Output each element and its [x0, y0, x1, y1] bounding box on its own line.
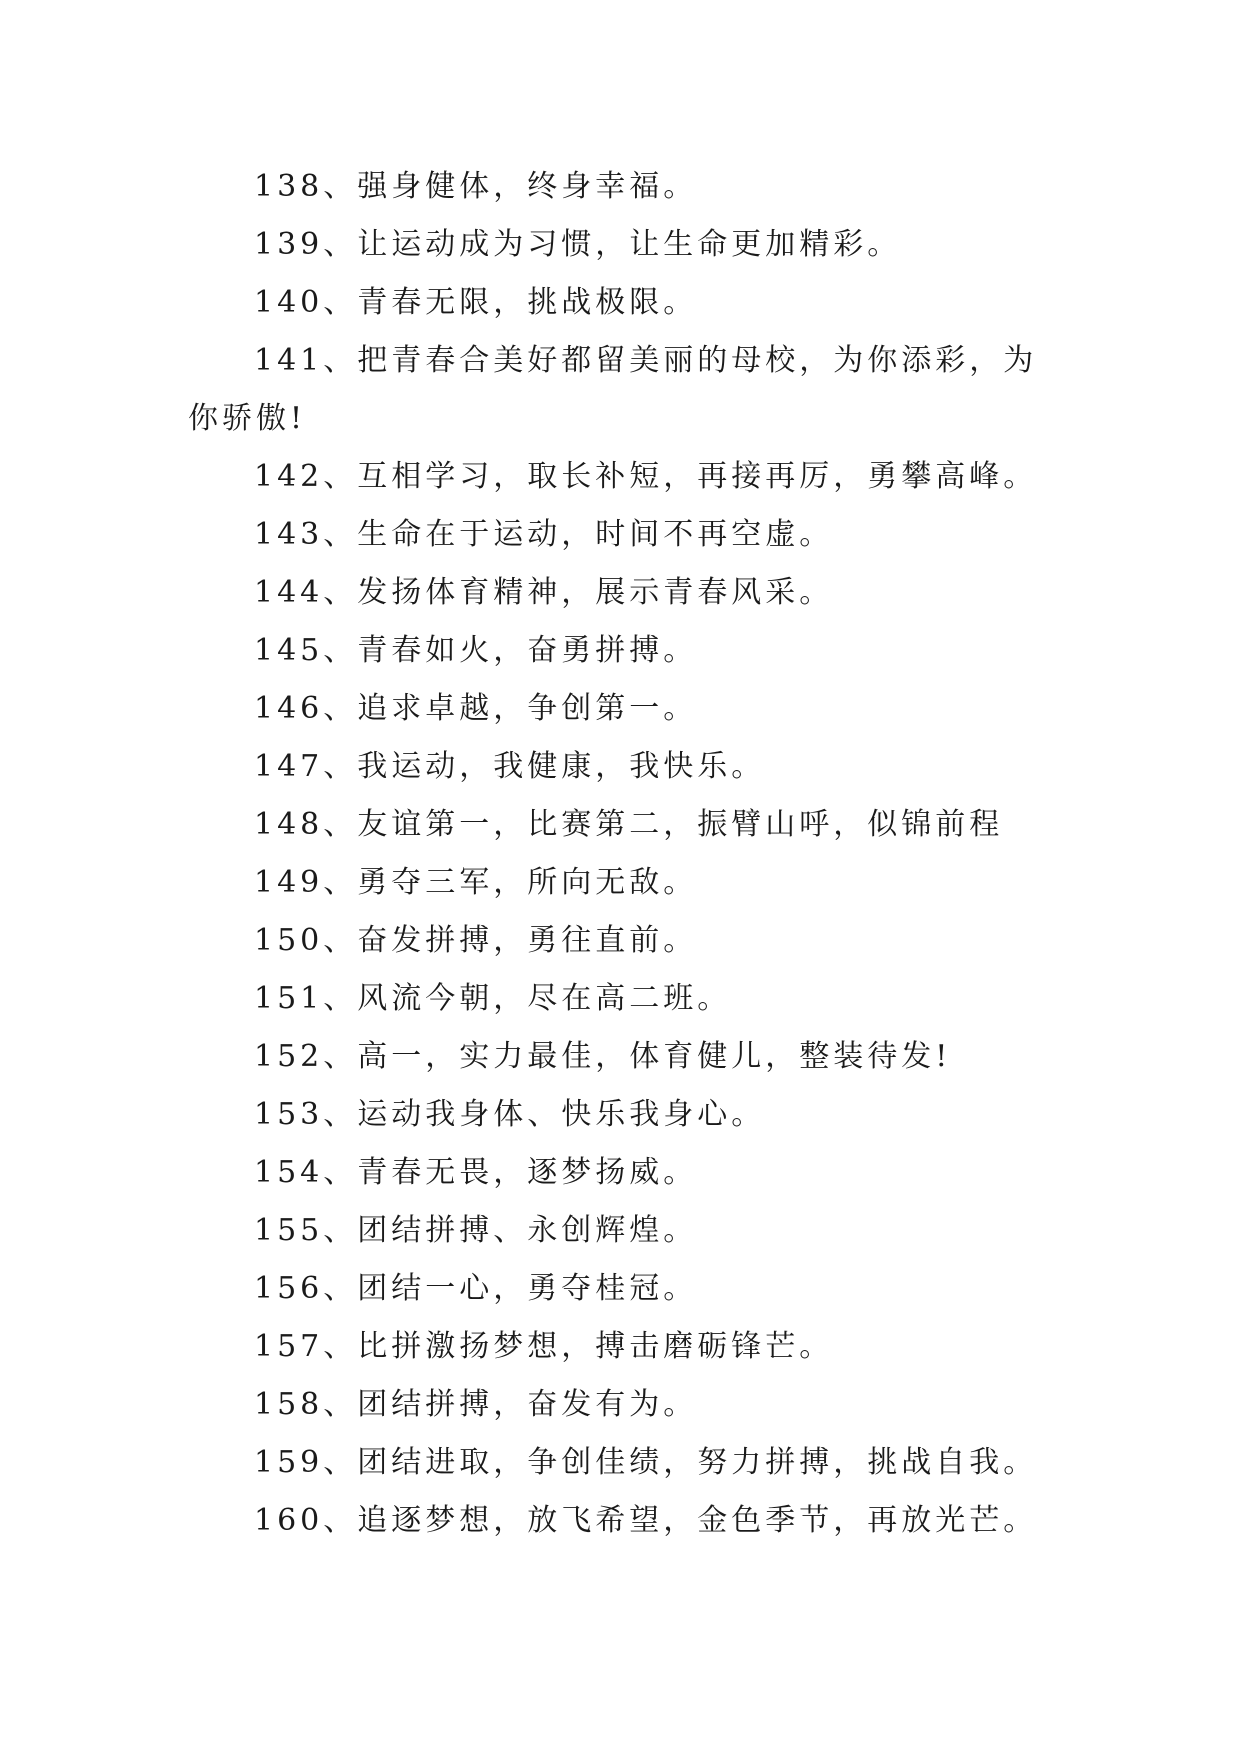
slogan-item: 152、高一，实力最佳，体育健儿，整装待发!	[254, 1039, 952, 1074]
slogan-item: 160、追逐梦想，放飞希望，金色季节，再放光芒。	[254, 1503, 1038, 1538]
slogan-item: 158、团结拼搏，奋发有为。	[254, 1387, 698, 1422]
slogan-item: 147、我运动，我健康，我快乐。	[254, 749, 766, 784]
slogan-item: 146、追求卓越，争创第一。	[254, 691, 698, 726]
slogan-item: 153、运动我身体、快乐我身心。	[254, 1097, 766, 1132]
slogan-item: 139、让运动成为习惯，让生命更加精彩。	[254, 227, 902, 262]
slogan-item: 140、青春无限，挑战极限。	[254, 285, 698, 320]
slogan-item: 159、团结进取，争创佳绩，努力拼搏，挑战自我。	[254, 1445, 1038, 1480]
slogan-list	[188, 158, 1048, 1550]
slogan-item: 143、生命在于运动，时间不再空虚。	[254, 517, 834, 552]
slogan-item: 141、把青春合美好都留美丽的母校，为你添彩，为你骄傲!	[188, 343, 1038, 436]
slogan-item: 144、发扬体育精神，展示青春风采。	[254, 575, 834, 610]
slogan-item: 142、互相学习，取长补短，再接再厉，勇攀高峰。	[254, 459, 1038, 494]
slogan-item: 149、勇夺三军，所向无敌。	[254, 865, 698, 900]
slogan-item: 151、风流今朝，尽在高二班。	[254, 981, 732, 1016]
slogan-item: 138、强身健体，终身幸福。	[254, 169, 698, 204]
slogan-item: 148、友谊第一，比赛第二，振臂山呼，似锦前程	[254, 807, 1004, 842]
slogan-item: 157、比拼激扬梦想，搏击磨砺锋芒。	[254, 1329, 834, 1364]
slogan-item: 156、团结一心，勇夺桂冠。	[254, 1271, 698, 1306]
slogan-item: 155、团结拼搏、永创辉煌。	[254, 1213, 698, 1248]
slogan-item: 154、青春无畏，逐梦扬威。	[254, 1155, 698, 1190]
slogan-item: 145、青春如火，奋勇拼搏。	[254, 633, 698, 668]
slogan-item: 150、奋发拼搏，勇往直前。	[254, 923, 698, 958]
